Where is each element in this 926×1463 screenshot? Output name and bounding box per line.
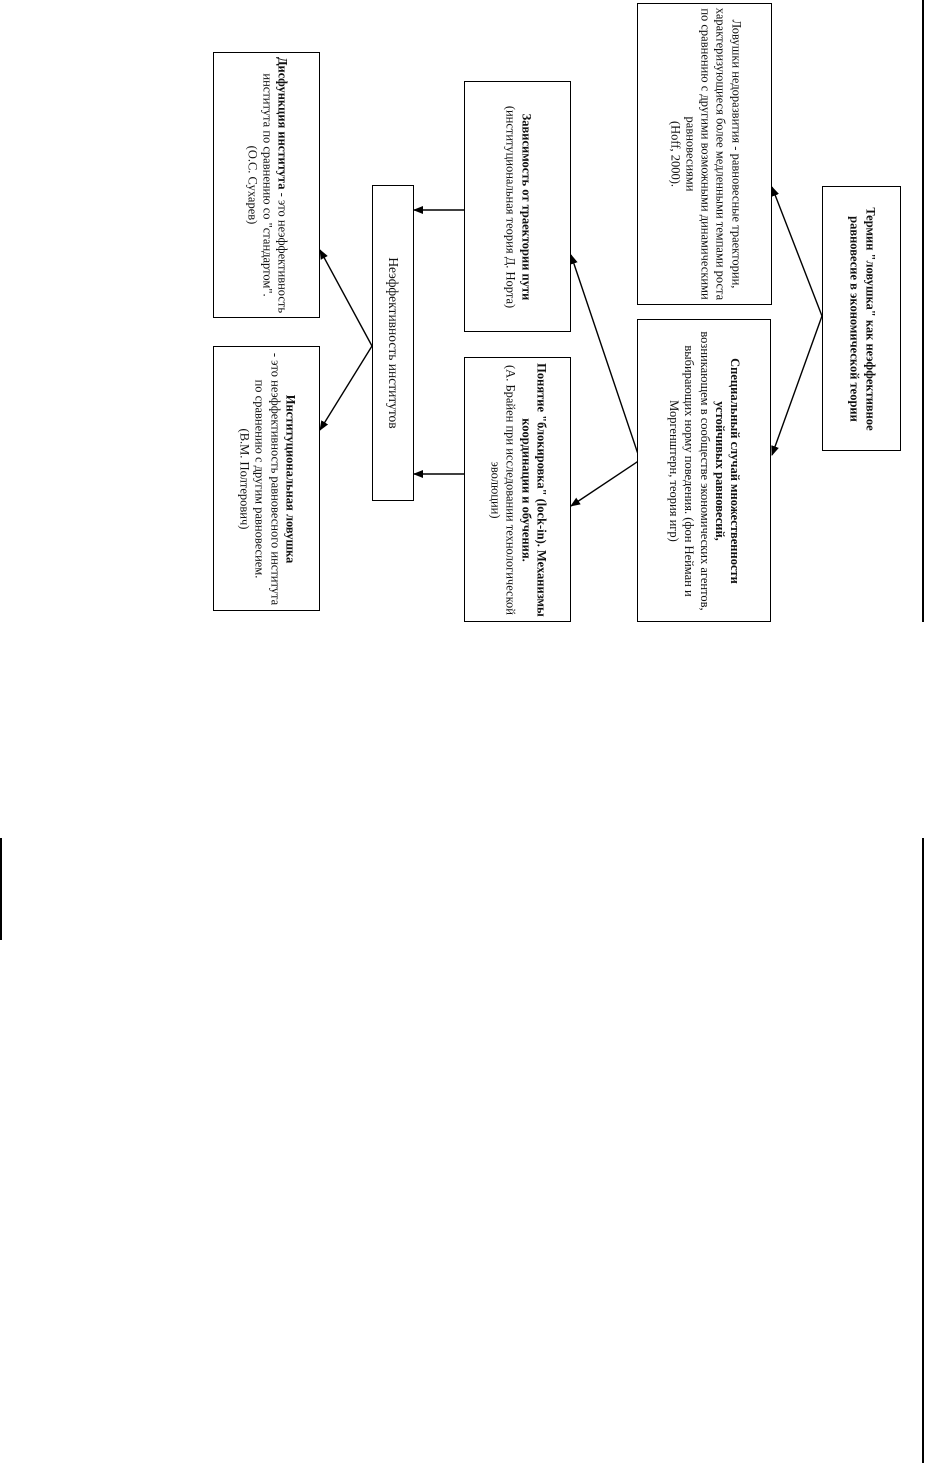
path-dependence-source: (институциональная теория Д. Норта) (503, 105, 518, 308)
path-dependence-title: Зависимость от траектории пути (518, 113, 533, 300)
branch-b-text: возникающем в сообществе экономических агентов, выбирающих норму поведения. (фон Нейман и Моргенштерн, теория игр) (667, 330, 712, 611)
branch-b-title: Специальный случай множественности устойчивых равновесий, (712, 357, 743, 584)
branch-a-source: (Hoff, 2000). (667, 120, 682, 188)
edge-inefficiency-insttrap (320, 346, 372, 430)
root-box (822, 186, 901, 451)
branch-a-box (637, 3, 772, 305)
edge-branch-b-lockin (571, 460, 640, 506)
dysfunction-source: (О.С. Сухарев) (244, 145, 259, 225)
inst-trap-title: Институциональная ловушка (283, 394, 297, 563)
path-dependence-box (464, 81, 571, 332)
branch-a-text: Ловушки недоразвития - равновесные траектории, характеризующиеся более медленными темпами роста по сравнению с другими возможными динамическими равновесиями (682, 7, 743, 301)
inst-trap-text: - это неэффективность равновесного института по сравнению с другим равновесием. (252, 352, 282, 605)
inst-trap-source: (В.М. Полтерович) (237, 428, 252, 529)
lock-in-source: (А. Брайен при исследовании технологической эволюции) (488, 364, 518, 615)
lock-in-title: Понятие "блокировка" (lock-in). Механизмы координации и обучения. (518, 362, 548, 617)
edge-root-branch-a (772, 187, 822, 316)
inefficiency-box (372, 185, 414, 501)
branch-b-box (637, 319, 771, 622)
lock-in-box (464, 357, 571, 622)
root-title: Термин "ловушка" как неэффективное равновесие в экономической теории (847, 206, 877, 431)
inefficiency-label: Неэффективность институтов (386, 257, 402, 429)
dysfunction-text: - это неэффективность института по сравнению со "стандартом". (260, 73, 290, 314)
edge-inefficiency-dysfunction (320, 250, 372, 346)
edge-root-branch-b (772, 316, 822, 455)
dysfunction-title: Дисфункция института (275, 56, 290, 190)
inst-trap-box (213, 346, 320, 611)
dysfunction-box (213, 52, 320, 318)
edge-branch-b-path (571, 255, 640, 460)
